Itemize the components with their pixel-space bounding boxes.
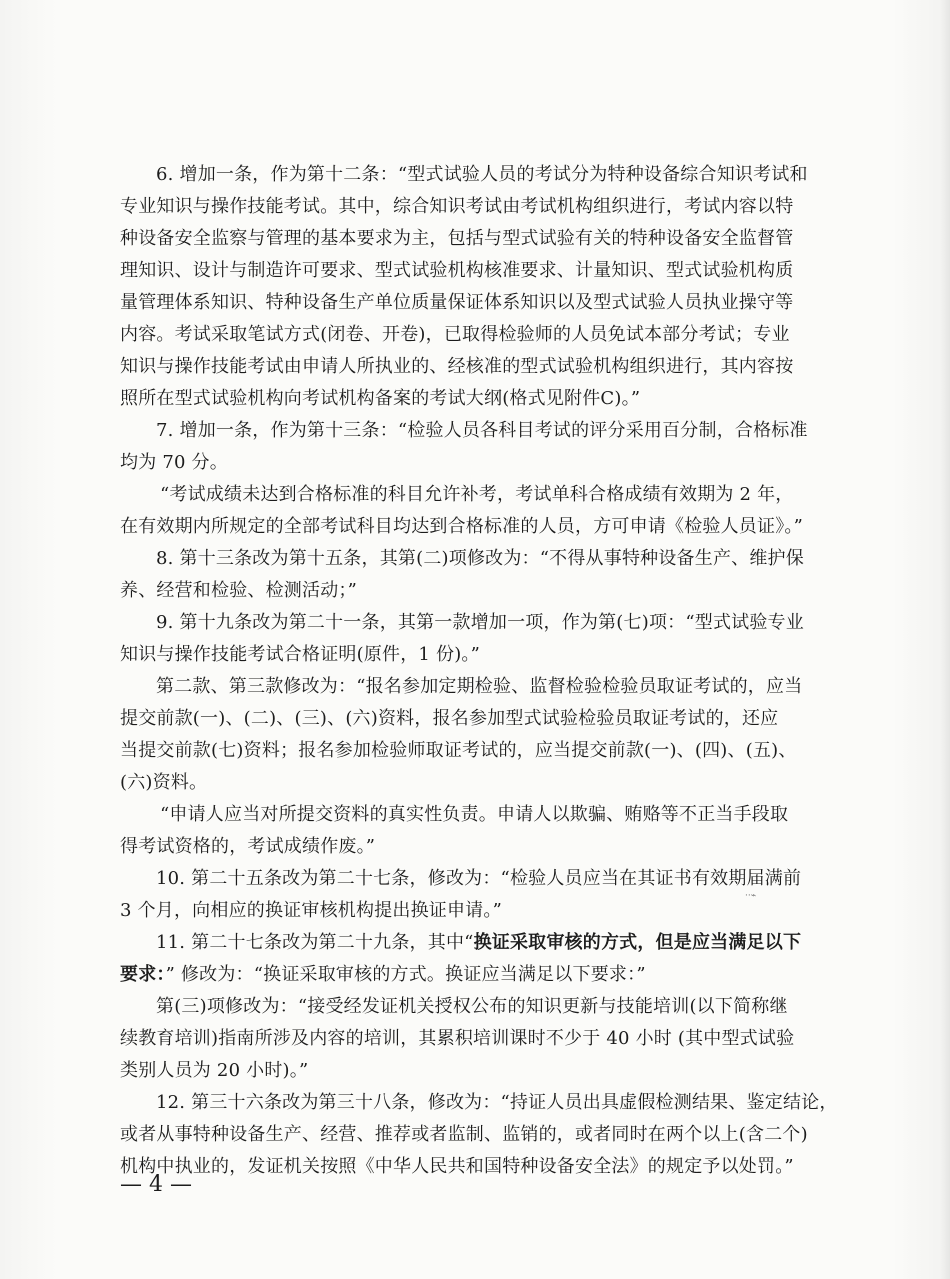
item-12-line-1: 12. 第三十六条改为第三十八条，修改为：“持证人员出具虚假检测结果、鉴定结论， [156,1092,838,1113]
item-11-quoted-bold: 换证采取审核的方式，但是应当满足以下 [473,932,802,953]
item-6-line-8: 照所在型式试验机构向考试机构备案的考试大纲(格式见附件C)。” [120,388,641,409]
item-8-line-1: 8. 第十三条改为第十五条，其第(二)项修改为：“不得从事特种设备生产、维护保 [156,548,804,569]
item-11-suffix: ” 修改为：“换证采取审核的方式。换证应当满足以下要求：” [165,964,646,985]
item-9-line-2: 知识与操作技能考试合格证明(原件，1 份)。” [120,644,481,665]
item-6-line-6: 内容。考试采取笔试方式(闭卷、开卷)，已取得检验师的人员免试本部分考试；专业 [120,324,790,345]
item-11-line-1 [156,928,801,958]
item-6-line-1: 6. 增加一条，作为第十二条：“型式试验人员的考试分为特种设备综合知识考试和 [156,164,808,185]
item-6-line-7: 知识与操作技能考试由申请人所执业的、经核准的型式试验机构组织进行，其内容按 [120,356,794,377]
item-11-line-4: 续教育培训)指南所涉及内容的培训，其累积培训课时不少于 40 小时 (其中型式试验 [120,1028,795,1049]
item-7-line-3: “考试成绩未达到合格标准的科目允许补考，考试单科合格成绩有效期为 2 年， [160,484,794,505]
item-7-line-2: 均为 70 分。 [120,452,228,473]
item-11-line-2 [120,960,646,990]
item-9-line-5: 当提交前款(七)资料；报名参加检验师取证考试的，应当提交前款(一)、(四)、(五)、 [120,740,797,761]
item-12-line-3: 机构中执业的，发证机关按照《中华人民共和国特种设备安全法》的规定予以处罚。” [120,1156,794,1177]
item-11-quoted-bold-end: 要求： [120,964,166,985]
item-11-line-3: 第(三)项修改为：“接受经发证机关授权公布的知识更新与技能培训(以下简称继 [156,996,788,1017]
page-number: — 4 — [120,1172,192,1197]
item-9-line-8: 得考试资格的，考试成绩作废。” [120,836,376,857]
item-6-line-4: 理知识、设计与制造许可要求、型式试验机构核准要求、计量知识、型式试验机构质 [120,260,794,281]
item-6-line-2: 专业知识与操作技能考试。其中，综合知识考试由考试机构组织进行，考试内容以特 [120,196,794,217]
scan-edge-shadow [940,0,950,1279]
item-6-line-3: 种设备安全监察与管理的基本要求为主，包括与型式试验有关的特种设备安全监督管 [120,228,794,249]
item-10-line-1: 10. 第二十五条改为第二十七条，修改为：“检验人员应当在其证书有效期届满前 [156,868,802,889]
item-7-line-1: 7. 增加一条，作为第十三条：“检验人员各科目考试的评分采用百分制，合格标准 [156,420,808,441]
item-8-line-2: 养、经营和检验、检测活动；” [120,580,358,601]
scan-speck: ··⌁ [745,891,757,901]
item-10-line-2: 3 个月，向相应的换证审核机构提出换证申请。” [120,900,502,921]
item-9-line-4: 提交前款(一)、(二)、(三)、(六)资料，报名参加型式试验检验员取证考试的，还应 [120,708,779,729]
item-9-line-7: “申请人应当对所提交资料的真实性负责。申请人以欺骗、贿赂等不正当手段取 [160,804,789,825]
item-11-prefix: 11. 第二十七条改为第二十九条，其中“ [156,932,474,953]
item-11-line-5: 类别人员为 20 小时)。” [120,1060,309,1081]
item-9-line-3: 第二款、第三款修改为：“报名参加定期检验、监督检验检验员取证考试的，应当 [156,676,803,697]
item-9-line-6: (六)资料。 [120,772,208,793]
item-6-line-5: 量管理体系知识、特种设备生产单位质量保证体系知识以及型式试验人员执业操守等 [120,292,794,313]
item-9-line-1: 9. 第十九条改为第二十一条，其第一款增加一项，作为第(七)项：“型式试验专业 [156,612,804,633]
item-12-line-2: 或者从事特种设备生产、经营、推荐或者监制、监销的，或者同时在两个以上(含二个) [120,1124,808,1145]
item-7-line-4: 在有效期内所规定的全部考试科目均达到合格标准的人员，方可申请《检验人员证》。” [120,516,803,537]
